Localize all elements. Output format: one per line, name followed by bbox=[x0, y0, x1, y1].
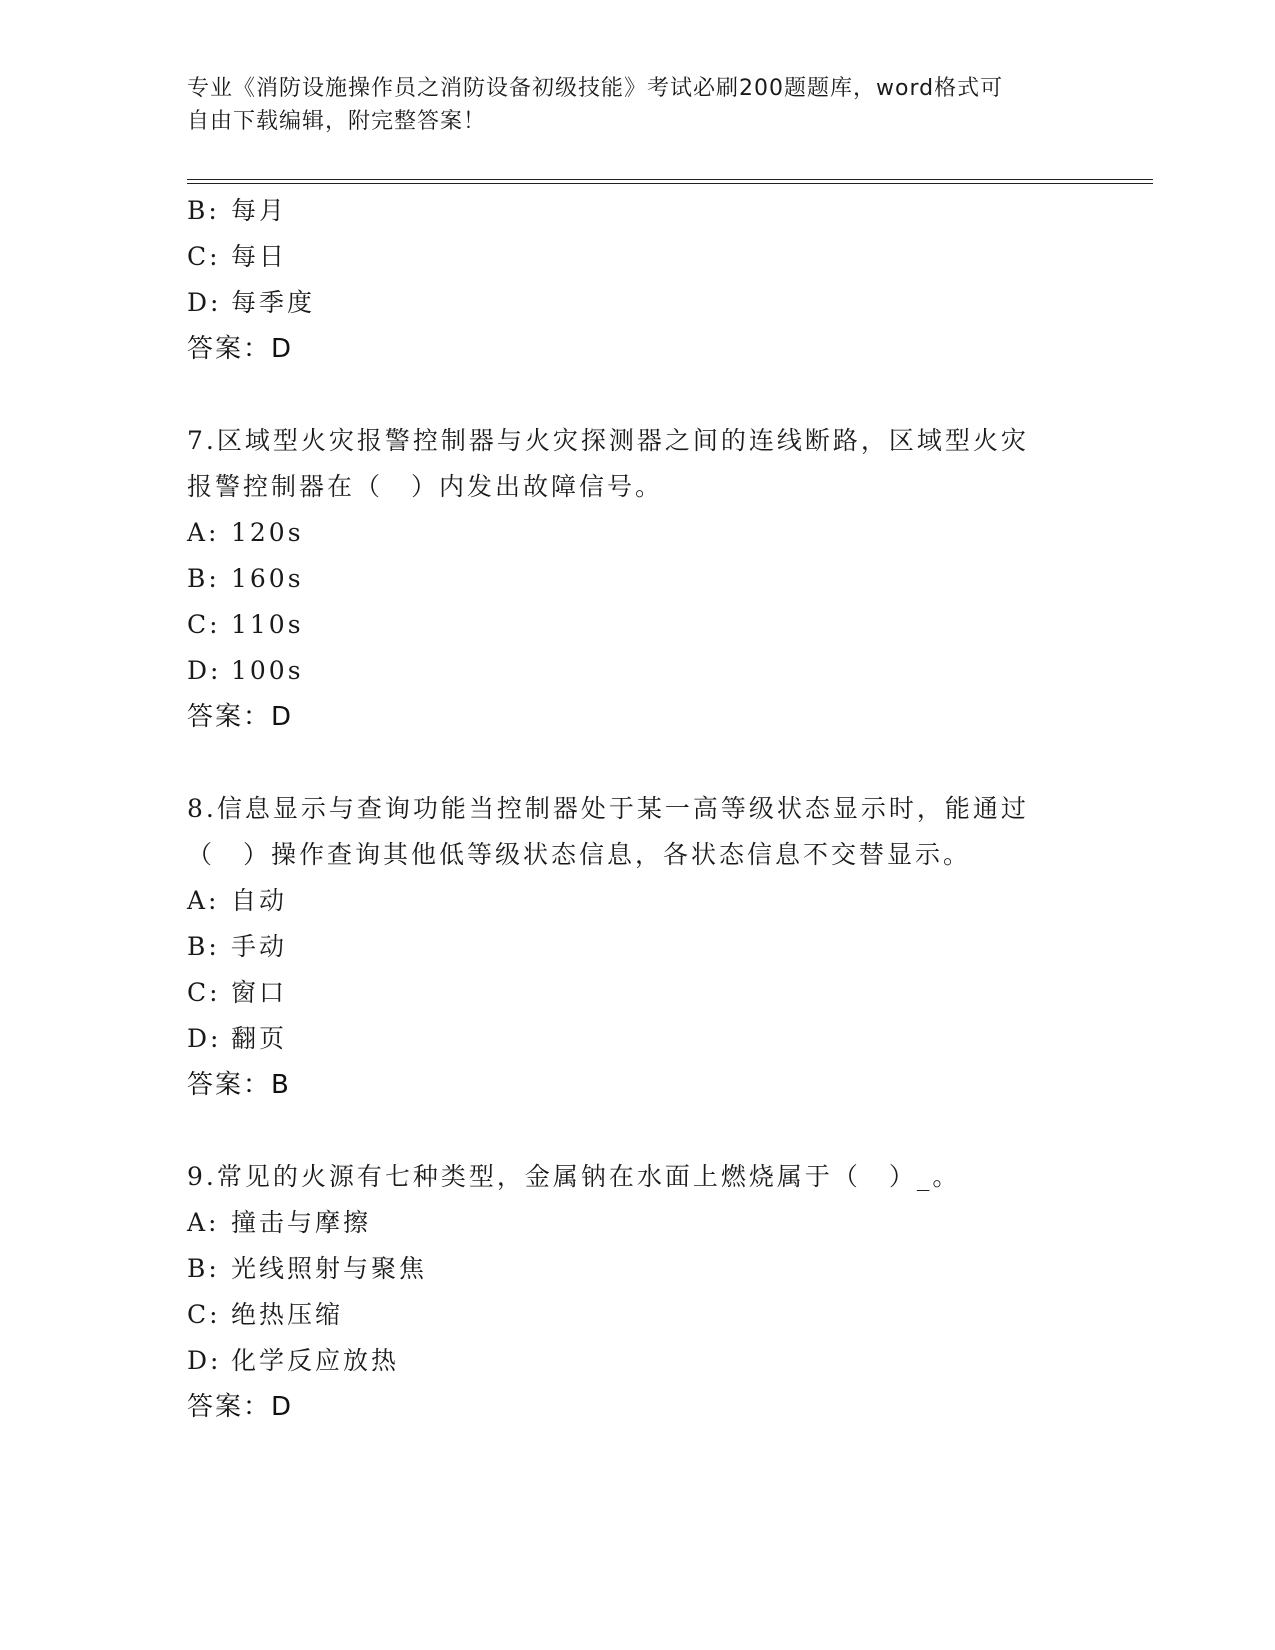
option-b: B: 手动 bbox=[187, 932, 288, 961]
spacer bbox=[187, 372, 1087, 418]
header-line-1: 专业《消防设施操作员之消防设备初级技能》考试必刷200题题库，word格式可 bbox=[187, 76, 1004, 101]
answer-line: 答案：D bbox=[187, 334, 293, 364]
header-rule-bottom bbox=[187, 183, 1153, 184]
option-a: A: 自动 bbox=[187, 886, 288, 915]
document-header bbox=[187, 72, 1087, 138]
question-text-line: 7.区域型火灾报警控制器与火灾探测器之间的连线断路，区域型火灾 bbox=[187, 426, 1029, 455]
question-text-line: 9.常见的火源有七种类型，金属钠在水面上燃烧属于（ ）_。 bbox=[187, 1162, 961, 1191]
option-b: B: 光线照射与聚焦 bbox=[187, 1254, 428, 1283]
option-c: C: 绝热压缩 bbox=[187, 1300, 344, 1329]
question-text-line: （ ）操作查询其他低等级状态信息，各状态信息不交替显示。 bbox=[187, 840, 972, 869]
option-a: A: 120s bbox=[187, 518, 304, 547]
answer-line: 答案：D bbox=[187, 1392, 293, 1422]
answer-line: 答案：B bbox=[187, 1070, 290, 1100]
question-7 bbox=[187, 418, 1087, 740]
question-8 bbox=[187, 786, 1087, 1108]
spacer bbox=[187, 740, 1087, 786]
question-list bbox=[187, 188, 1087, 1430]
option-d: D: 100s bbox=[187, 656, 304, 685]
option-c: C: 每日 bbox=[187, 242, 288, 271]
question-text-line: 8.信息显示与查询功能当控制器处于某一高等级状态显示时，能通过 bbox=[187, 794, 1029, 823]
option-d: D: 每季度 bbox=[187, 288, 316, 317]
header-line-2: 自由下载编辑，附完整答案！ bbox=[187, 109, 487, 134]
option-a: A: 撞击与摩擦 bbox=[187, 1208, 372, 1237]
option-c: C: 110s bbox=[187, 610, 304, 639]
question-9 bbox=[187, 1154, 1087, 1430]
answer-line: 答案：D bbox=[187, 702, 293, 732]
question-text-line: 报警控制器在（ ）内发出故障信号。 bbox=[187, 472, 664, 501]
option-b: B: 160s bbox=[187, 564, 304, 593]
option-c: C: 窗口 bbox=[187, 978, 288, 1007]
option-d: D: 翻页 bbox=[187, 1024, 288, 1053]
header-rule-top bbox=[187, 179, 1153, 180]
option-d: D: 化学反应放热 bbox=[187, 1346, 400, 1375]
option-b: B: 每月 bbox=[187, 196, 288, 225]
spacer bbox=[187, 1108, 1087, 1154]
prev-question-continuation bbox=[187, 188, 1087, 372]
